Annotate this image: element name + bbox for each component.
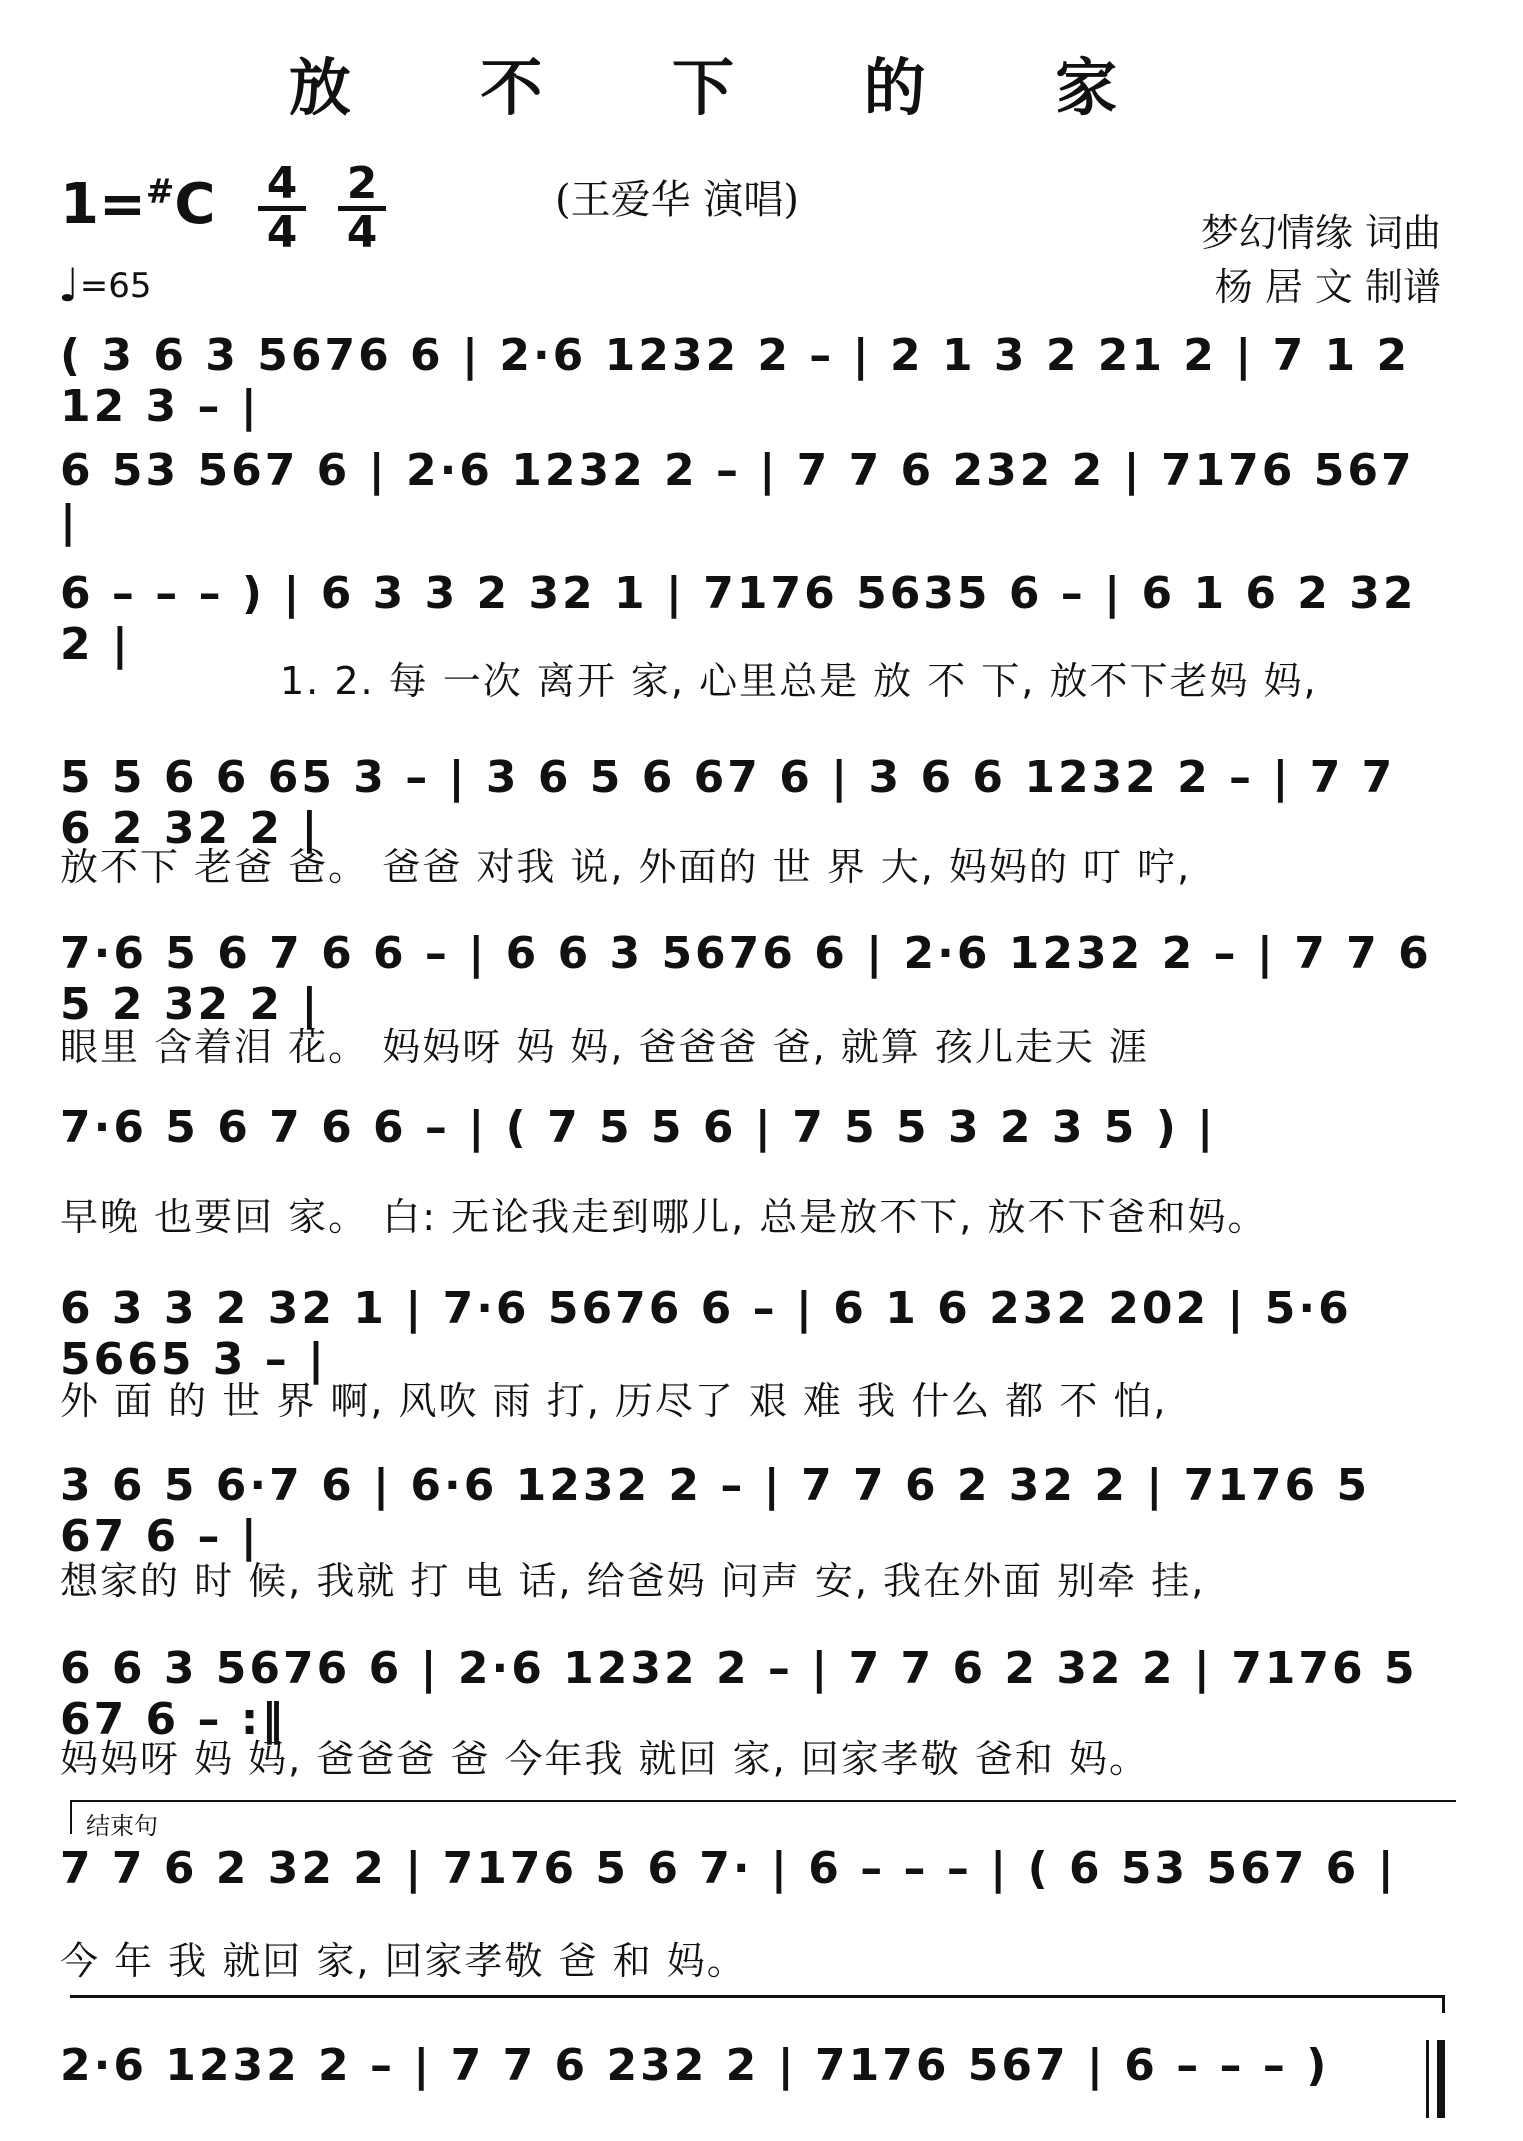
lyric-line-10: 今 年 我 就回 家, 回家孝敬 爸 和 妈。 [60,1939,747,1983]
score-line-7: 6 3 3 2 32 1 | 7·6 5676 6 – | 6 1 6 232 202 | 5·6 5665 3 – | [60,1283,1352,1385]
arranger-credit: 杨 居 文 制谱 [1214,265,1441,309]
lyricist-credit: 梦幻情缘 词曲 [1200,211,1441,255]
singer-credit: (王爱华 演唱) [555,177,799,223]
score-line-2: 6 53 567 6 | 2·6 1232 2 – | 7 7 6 232 2 | 7176 567 | [60,445,1415,547]
page-title: 放 不 下 的 家 [288,51,1172,124]
score-line-5: 7·6 5 6 7 6 6 – | 6 6 3 5676 6 | 2·6 1232 2 – | 7 7 6 5 2 32 2 | [60,928,1432,1030]
score-line-9: 6 6 3 5676 6 | 2·6 1232 2 – | 7 7 6 2 32 2 | 7176 5 67 6 – :‖ [60,1643,1418,1745]
lyric-line-8: 想家的 时 候, 我就 打 电 话, 给爸妈 问声 安, 我在外面 别牵 挂, [60,1559,1206,1603]
lyric-line-9: 妈妈呀 妈 妈, 爸爸爸 爸 今年我 就回 家, 回家孝敬 爸和 妈。 [60,1737,1149,1781]
time-signature-2-4: 2 4 [338,162,386,255]
final-barline-thin [1426,2040,1429,2118]
score-line-10: 7 7 6 2 32 2 | 7176 5 6 7· | 6 – – – | ( 6 53 567 6 | [60,1843,1397,1894]
score-line-8: 3 6 5 6·7 6 | 6·6 1232 2 – | 7 7 6 2 32 2 | 7176 5 67 6 – | [60,1460,1371,1562]
lyric-line-5: 眼里 含着泪 花。 妈妈呀 妈 妈, 爸爸爸 爸, 就算 孩儿走天 涯 [60,1025,1149,1069]
score-line-1: ( 3 6 3 5676 6 | 2·6 1232 2 – | 2 1 3 2 21 2 | 7 1 2 12 3 – | [60,330,1411,432]
score-line-11: 2·6 1232 2 – | 7 7 6 232 2 | 7176 567 | 6 – – – ) [60,2040,1330,2091]
score-line-4: 5 5 6 6 65 3 – | 3 6 5 6 67 6 | 3 6 6 1232 2 – | 7 7 6 2 32 2 | [60,752,1396,854]
key-signature: 1=#C [60,172,216,237]
final-barline-thick [1437,2040,1445,2118]
lyric-line-6: 早晚 也要回 家。 白: 无论我走到哪儿, 总是放不下, 放不下爸和妈。 [60,1195,1268,1239]
lyric-line-3: 1. 2. 每 一次 离开 家, 心里总是 放 不 下, 放不下老妈 妈, [280,659,1318,703]
quarter-note-icon: ♩ [58,258,80,312]
score-line-3: 6 – – – ) | 6 3 3 2 32 1 | 7176 5635 6 – | 6 1 6 2 32 2 | [60,568,1417,670]
tempo-marking: ♩=65 [58,258,152,312]
score-line-6: 7·6 5 6 7 6 6 – | ( 7 5 5 6 | 7 5 5 3 2 3 5 ) | [60,1102,1217,1153]
sharp-sign: # [145,172,175,212]
closing-bracket-tick [1442,1995,1445,2013]
lyric-line-4: 放不下 老爸 爸。 爸爸 对我 说, 外面的 世 界 大, 妈妈的 叮 咛, [60,845,1192,889]
time-signature-4-4: 4 4 [258,162,306,255]
lyric-line-7: 外 面 的 世 界 啊, 风吹 雨 打, 历尽了 艰 难 我 什么 都 不 怕, [60,1379,1168,1423]
closing-bracket-rule [70,1995,1445,1998]
ending-bracket: 结束句 [70,1800,1456,1834]
